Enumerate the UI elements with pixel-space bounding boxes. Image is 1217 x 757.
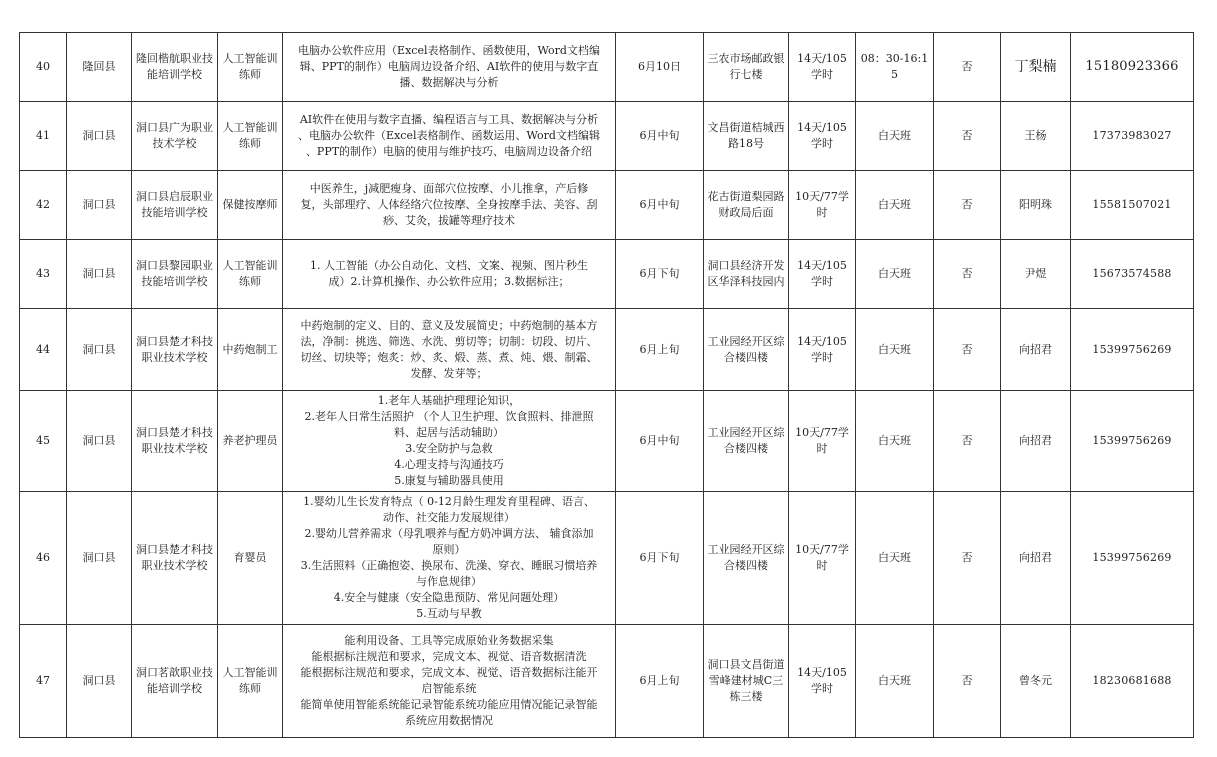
teacher-cell: 阳明珠 — [1001, 171, 1071, 240]
school-cell: 隆回楷航职业技能培训学校 — [132, 33, 218, 102]
class-type-cell: 白天班 — [856, 492, 934, 625]
teacher-cell: 尹煜 — [1001, 240, 1071, 309]
free-cell: 否 — [934, 492, 1001, 625]
content-line: 5.互动与早教 — [416, 607, 482, 620]
time-cell: 6月10日 — [616, 33, 704, 102]
table-row — [20, 492, 1194, 625]
row-number: 44 — [20, 309, 67, 391]
place-cell: 洞口县经济开发区华泽科技园内 — [704, 240, 789, 309]
row-number: 45 — [20, 391, 67, 492]
free-cell: 否 — [934, 625, 1001, 738]
content-line: 5.康复与辅助器具使用 — [394, 474, 504, 487]
row-number: 46 — [20, 492, 67, 625]
hours-cell: 14天/105学时 — [789, 240, 856, 309]
teacher-cell: 向招君 — [1001, 309, 1071, 391]
content-cell — [283, 492, 616, 625]
hours-cell: 10天/77学时 — [789, 492, 856, 625]
phone-cell: 15399756269 — [1071, 309, 1194, 391]
content-line: 与作息规律） — [416, 575, 482, 588]
hours-cell: 14天/105学时 — [789, 309, 856, 391]
school-cell: 洞口县黎园职业技能培训学校 — [132, 240, 218, 309]
time-cell: 6月下旬 — [616, 240, 704, 309]
major-cell: 人工智能训练师 — [218, 625, 283, 738]
content-line: 中药炮制的定义、目的、意义及发展简史；中药炮制的基本方 — [300, 318, 598, 332]
county-cell: 洞口县 — [67, 102, 132, 171]
table-row — [20, 391, 1194, 492]
content-line: 1.婴幼儿生长发育特点（ 0-12月龄生理发育里程碑、语言、 — [303, 495, 595, 508]
place-cell: 洞口县文昌街道雪峰建材城C三栋三楼 — [704, 625, 789, 738]
hours-cell: 14天/105学时 — [789, 102, 856, 171]
content-cell — [283, 309, 616, 391]
phone-cell: 17373983027 — [1071, 102, 1194, 171]
training-table — [19, 32, 1194, 738]
table-row — [20, 33, 1194, 102]
content-line: 4.安全与健康（安全隐患预防、常见问题处理） — [333, 591, 565, 604]
time-cell: 6月中旬 — [616, 102, 704, 171]
content-line: 辑、PPT的制作）电脑周边设备介绍、AI软件的使用与数字直 — [299, 60, 599, 73]
content-line: 料、起居与活动辅助） — [394, 426, 504, 439]
content-line: 播、数据解决与分析 — [399, 76, 499, 89]
content-line: 、电脑办公软件（Excel表格制作、函数运用、Word文档编辑 — [298, 129, 600, 142]
major-cell: 人工智能训练师 — [218, 240, 283, 309]
table-row — [20, 625, 1194, 738]
content-line: 系统应用数据情况 — [405, 714, 493, 727]
place-cell: 花古街道梨园路财政局后面 — [704, 171, 789, 240]
county-cell: 洞口县 — [67, 492, 132, 625]
place-cell: 工业园经开区综合楼四楼 — [704, 309, 789, 391]
content-cell — [283, 33, 616, 102]
content-line: 电脑办公软件应用（Excel表格制作、函数使用，Word文档编 — [298, 44, 600, 57]
school-cell: 洞口县广为职业技术学校 — [132, 102, 218, 171]
hours-cell: 14天/105学时 — [789, 33, 856, 102]
major-cell: 人工智能训练师 — [218, 33, 283, 102]
class-type-cell: 08：30-16:15 — [856, 33, 934, 102]
content-line: AI软件在使用与数字直播、编程语言与工具、数据解决与分析 — [299, 113, 599, 126]
content-cell — [283, 102, 616, 171]
school-cell: 洞口茗歆职业技能培训学校 — [132, 625, 218, 738]
table-body — [20, 33, 1194, 738]
content-cell — [283, 240, 616, 309]
table-row — [20, 171, 1194, 240]
free-cell: 否 — [934, 33, 1001, 102]
phone-cell: 15399756269 — [1071, 492, 1194, 625]
hours-cell: 10天/77学时 — [789, 391, 856, 492]
free-cell: 否 — [934, 102, 1001, 171]
content-line: 能简单使用智能系统能记录智能系统功能应用情况能记录智能 — [300, 698, 598, 711]
teacher-cell: 向招君 — [1001, 492, 1071, 625]
teacher-cell: 向招君 — [1001, 391, 1071, 492]
class-type-cell: 白天班 — [856, 625, 934, 738]
content-line: 能根据标注规范和要求，完成文本、视觉、语音数据标注能开 — [300, 666, 598, 679]
content-line: 原则） — [432, 543, 466, 556]
time-cell: 6月中旬 — [616, 171, 704, 240]
content-cell — [283, 391, 616, 492]
content-line: 2.婴幼儿营养需求（母乳喂养与配方奶冲调方法、 辅食添加 — [304, 527, 594, 540]
content-line: 动作、社交能力发展规律） — [383, 511, 515, 524]
phone-cell: 15581507021 — [1071, 171, 1194, 240]
time-cell: 6月中旬 — [616, 391, 704, 492]
teacher-cell: 丁梨楠 — [1001, 33, 1071, 102]
class-type-cell: 白天班 — [856, 102, 934, 171]
major-cell: 人工智能训练师 — [218, 102, 283, 171]
content-line: 3.生活照料（正确抱姿、换尿布、洗澡、穿衣、睡眠习惯培养 — [300, 559, 598, 572]
table-row — [20, 102, 1194, 171]
school-cell: 洞口县楚才科技职业技术学校 — [132, 309, 218, 391]
county-cell: 洞口县 — [67, 625, 132, 738]
content-cell — [283, 625, 616, 738]
content-line: 法，净制：挑选、筛选、水洗、剪切等；切制：切段、切片、 — [300, 334, 598, 348]
content-line: 3.安全防护与急救 — [405, 442, 493, 455]
row-number: 42 — [20, 171, 67, 240]
content-line: 4.心理支持与沟通技巧 — [394, 458, 504, 471]
major-cell: 保健按摩师 — [218, 171, 283, 240]
phone-cell: 18230681688 — [1071, 625, 1194, 738]
table-row — [20, 309, 1194, 391]
hours-cell: 10天/77学时 — [789, 171, 856, 240]
county-cell: 隆回县 — [67, 33, 132, 102]
row-number: 40 — [20, 33, 67, 102]
major-cell: 育婴员 — [218, 492, 283, 625]
content-line: 能根据标注规范和要求，完成文本、视觉、语音数据清洗 — [311, 650, 587, 663]
teacher-cell: 曾冬元 — [1001, 625, 1071, 738]
class-type-cell: 白天班 — [856, 309, 934, 391]
place-cell: 工业园经开区综合楼四楼 — [704, 391, 789, 492]
time-cell: 6月上旬 — [616, 625, 704, 738]
county-cell: 洞口县 — [67, 391, 132, 492]
school-cell: 洞口县楚才科技职业技术学校 — [132, 492, 218, 625]
row-number: 41 — [20, 102, 67, 171]
content-line: 中医养生，j减肥瘦身、面部穴位按摩、小儿推拿，产后修 — [309, 182, 589, 195]
county-cell: 洞口县 — [67, 171, 132, 240]
school-cell: 洞口县启辰职业技能培训学校 — [132, 171, 218, 240]
place-cell: 工业园经开区综合楼四楼 — [704, 492, 789, 625]
free-cell: 否 — [934, 391, 1001, 492]
major-cell: 中药炮制工 — [218, 309, 283, 391]
major-cell: 养老护理员 — [218, 391, 283, 492]
content-cell — [283, 171, 616, 240]
free-cell: 否 — [934, 171, 1001, 240]
place-cell: 三农市场邮政银行七楼 — [704, 33, 789, 102]
content-line: 1.老年人基础护理理论知识， — [377, 394, 521, 407]
free-cell: 否 — [934, 309, 1001, 391]
content-line: 发酵、发芽等； — [410, 366, 488, 380]
content-line: 2.老年人日常生活照护 （个人卫生护理、饮食照料、排泄照 — [304, 410, 594, 423]
phone-cell: 15399756269 — [1071, 391, 1194, 492]
class-type-cell: 白天班 — [856, 171, 934, 240]
teacher-cell: 王杨 — [1001, 102, 1071, 171]
phone-cell: 15180923366 — [1071, 33, 1194, 102]
time-cell: 6月下旬 — [616, 492, 704, 625]
content-line: 启智能系统 — [421, 682, 477, 695]
school-cell: 洞口县楚才科技职业技术学校 — [132, 391, 218, 492]
content-line: 能利用设备、工具等完成原始业务数据采集 — [344, 634, 554, 647]
class-type-cell: 白天班 — [856, 240, 934, 309]
county-cell: 洞口县 — [67, 240, 132, 309]
content-line: 1. 人工智能（办公自动化、文档、文案、视频、图片秒生 — [310, 259, 588, 272]
place-cell: 文昌街道桔城西路18号 — [704, 102, 789, 171]
row-number: 47 — [20, 625, 67, 738]
content-line: 复，头部理疗、人体经络穴位按摩、全身按摩手法、美容、刮 — [300, 198, 598, 211]
class-type-cell: 白天班 — [856, 391, 934, 492]
row-number: 43 — [20, 240, 67, 309]
content-line: 成）2.计算机操作、办公软件应用；3.数据标注； — [328, 275, 570, 288]
county-cell: 洞口县 — [67, 309, 132, 391]
hours-cell: 14天/105学时 — [789, 625, 856, 738]
time-cell: 6月上旬 — [616, 309, 704, 391]
content-line: 痧、艾灸，拔罐等理疗技术 — [383, 214, 515, 227]
phone-cell: 15673574588 — [1071, 240, 1194, 309]
table-row — [20, 240, 1194, 309]
content-line: 切丝、切块等；炮炙：炒、炙、煅、蒸、煮、炖、煨、制霜、 — [300, 350, 598, 364]
content-line: 、PPT的制作）电脑的使用与维护技巧、电脑周边设备介绍 — [305, 145, 593, 158]
free-cell: 否 — [934, 240, 1001, 309]
